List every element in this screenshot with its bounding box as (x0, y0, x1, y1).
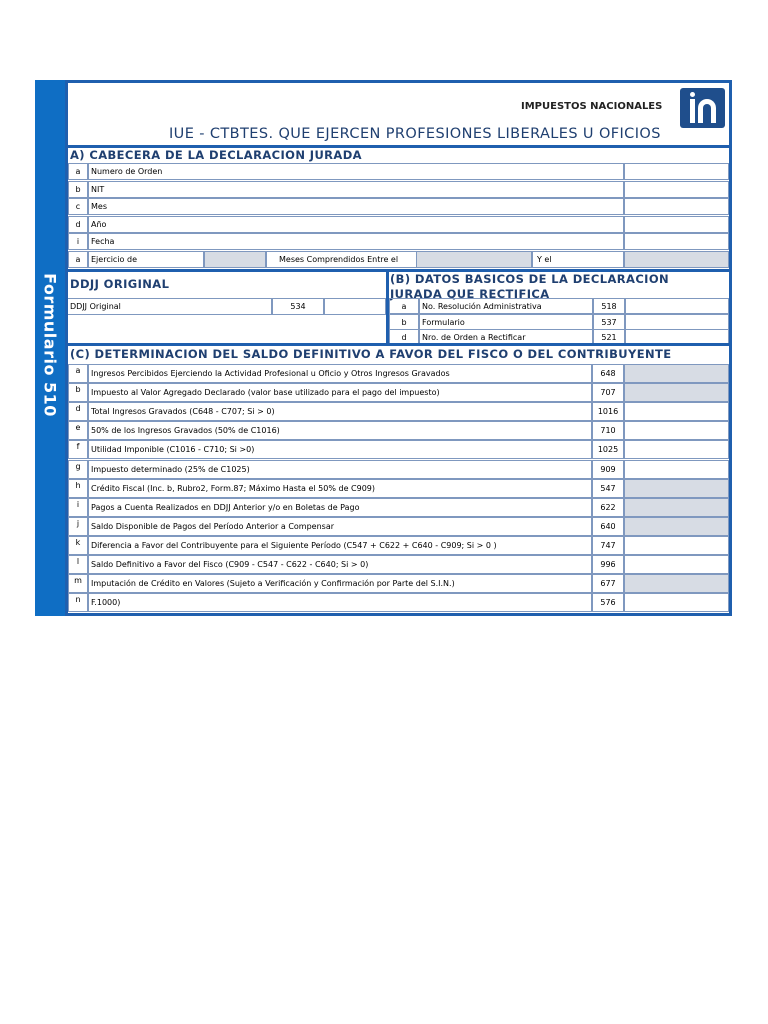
determinacion-row (68, 402, 729, 421)
field-code: 747 (592, 536, 624, 555)
row-letter: a (68, 163, 88, 180)
form-title: IUE - CTBTES. QUE EJERCEN PROFESIONES LIBERALES U OFICIOS (169, 126, 661, 142)
field-input[interactable] (624, 163, 729, 180)
field-input[interactable] (624, 440, 729, 459)
header-field-row (68, 163, 729, 181)
row-letter: d (389, 329, 419, 345)
field-code: 576 (592, 593, 624, 612)
field-label: Saldo Definitivo a Favor del Fisco (C909 - C547 - C622 - C640; Si > 0) (88, 555, 592, 574)
field-label: Fecha (88, 233, 624, 250)
row-letter: m (68, 574, 88, 593)
determinacion-row (68, 536, 729, 555)
form-number-label: Formulario 510 (40, 273, 60, 417)
row-letter: n (68, 593, 88, 612)
field-label: Impuesto al Valor Agregado Declarado (valor base utilizado para el pago del impuesto) (88, 383, 592, 402)
field-label: Numero de Orden (88, 163, 624, 180)
header-field-row (68, 181, 729, 199)
field-label: Pagos a Cuenta Realizados en DDJJ Anterior y/o en Boletas de Pago (88, 498, 592, 517)
row-letter: d (68, 402, 88, 421)
field-code: 909 (592, 460, 624, 479)
rectifica-row (389, 298, 729, 314)
field-input[interactable] (624, 460, 729, 479)
field-label: Formulario (419, 314, 593, 330)
field-label: 50% de los Ingresos Gravados (50% de C1016) (88, 421, 592, 440)
field-input[interactable] (624, 574, 729, 593)
determinacion-row (68, 421, 729, 440)
row-letter: e (68, 421, 88, 440)
field-input[interactable] (624, 216, 729, 233)
field-label: Saldo Disponible de Pagos del Período Anterior a Compensar (88, 517, 592, 536)
determinacion-row (68, 460, 729, 479)
field-input[interactable] (624, 536, 729, 555)
determinacion-row (68, 479, 729, 498)
ejercicio-row (68, 251, 729, 269)
field-code: 996 (592, 555, 624, 574)
row-letter: f (68, 440, 88, 459)
row-letter: a (68, 364, 88, 383)
field-input[interactable] (624, 479, 729, 498)
row-letter: c (68, 198, 88, 215)
row-letter: b (68, 181, 88, 198)
meses-and-label: Y el (532, 251, 624, 268)
header-field-row (68, 216, 729, 234)
row-letter: h (68, 479, 88, 498)
field-input[interactable] (625, 298, 729, 314)
determinacion-row (68, 364, 729, 383)
field-code: 1025 (592, 440, 624, 459)
header-field-row (68, 198, 729, 216)
logo-text: IMPUESTOS NACIONALES (521, 101, 663, 112)
field-code: 1016 (592, 402, 624, 421)
row-letter: i (68, 498, 88, 517)
determinacion-row (68, 517, 729, 536)
row-letter: l (68, 555, 88, 574)
meses-to-input[interactable] (624, 251, 729, 268)
determinacion-row (68, 383, 729, 402)
ejercicio-label: Ejercicio de (88, 251, 204, 268)
field-input[interactable] (624, 198, 729, 215)
determinacion-row (68, 498, 729, 517)
rectifica-row (389, 314, 729, 330)
impuestos-logo-icon (680, 88, 725, 128)
field-label: Utilidad Imponible (C1016 - C710; Si >0) (88, 440, 592, 459)
field-label: Imputación de Crédito en Valores (Sujeto a Verificación y Confirmación por Parte del S.I.N.) (88, 574, 592, 593)
field-label: Ingresos Percibidos Ejerciendo la Actividad Profesional u Oficio y Otros Ingresos Gravados (88, 364, 592, 383)
field-label: Crédito Fiscal (Inc. b, Rubro2, Form.87; Máximo Hasta el 50% de C909) (88, 479, 592, 498)
determinacion-row (68, 593, 729, 612)
field-label: Año (88, 216, 624, 233)
field-input[interactable] (624, 498, 729, 517)
field-input[interactable] (624, 364, 729, 383)
field-label: No. Resolución Administrativa (419, 298, 593, 314)
determinacion-row (68, 574, 729, 593)
field-label: Total Ingresos Gravados (C648 - C707; Si > 0) (88, 402, 592, 421)
row-letter: k (68, 536, 88, 555)
field-label: NIT (88, 181, 624, 198)
field-code: 622 (592, 498, 624, 517)
field-code: 648 (592, 364, 624, 383)
field-input[interactable] (624, 555, 729, 574)
determinacion-row (68, 440, 729, 459)
row-letter: d (68, 216, 88, 233)
field-code: 521 (593, 329, 625, 345)
field-label: Diferencia a Favor del Contribuyente para el Siguiente Período (C547 + C622 + C640 - C909; Si > 0 ) (88, 536, 592, 555)
field-code: 640 (592, 517, 624, 536)
field-code: 547 (592, 479, 624, 498)
field-code: 710 (592, 421, 624, 440)
header-field-row (68, 233, 729, 251)
sidebar (35, 80, 65, 616)
field-code: 537 (593, 314, 625, 330)
section-divider (68, 343, 729, 346)
field-code: 518 (593, 298, 625, 314)
row-letter: b (68, 383, 88, 402)
row-letter: a (68, 251, 88, 268)
form-sheet (68, 83, 729, 613)
meses-from-input[interactable] (416, 251, 532, 268)
row-letter: a (389, 298, 419, 314)
row-letter: b (389, 314, 419, 330)
field-label: F.1000) (88, 593, 592, 612)
field-label: Impuesto determinado (25% de C1025) (88, 460, 592, 479)
field-input[interactable] (624, 233, 729, 250)
field-input[interactable] (624, 593, 729, 612)
field-input[interactable] (624, 517, 729, 536)
row-letter: g (68, 460, 88, 479)
ejercicio-input[interactable] (204, 251, 266, 268)
form-frame (35, 80, 732, 616)
ddjj-title: DDJJ ORIGINAL (70, 277, 170, 291)
section-b-title-line2: JURADA QUE RECTIFICA (390, 287, 550, 301)
field-input[interactable] (625, 314, 729, 330)
row-letter: j (68, 517, 88, 536)
section-a-title: A) CABECERA DE LA DECLARACION JURADA (70, 148, 362, 162)
field-code: 707 (592, 383, 624, 402)
field-input[interactable] (624, 181, 729, 198)
field-label: Mes (88, 198, 624, 215)
row-letter: i (68, 233, 88, 250)
section-c-title: (C) DETERMINACION DEL SALDO DEFINITIVO A FAVOR DEL FISCO O DEL CONTRIBUYENTE (70, 347, 672, 361)
field-label: Nro. de Orden a Rectificar (419, 329, 593, 345)
meses-between-label: Meses Comprendidos Entre el (266, 251, 476, 268)
ddjj-label: DDJJ Original (68, 298, 272, 315)
ddjj-input[interactable] (324, 298, 386, 315)
field-input[interactable] (624, 421, 729, 440)
ddjj-code: 534 (272, 298, 324, 315)
section-b-title-line1: (B) DATOS BASICOS DE LA DECLARACION (390, 272, 670, 286)
field-code: 677 (592, 574, 624, 593)
field-input[interactable] (624, 402, 729, 421)
determinacion-row (68, 555, 729, 574)
field-input[interactable] (624, 383, 729, 402)
